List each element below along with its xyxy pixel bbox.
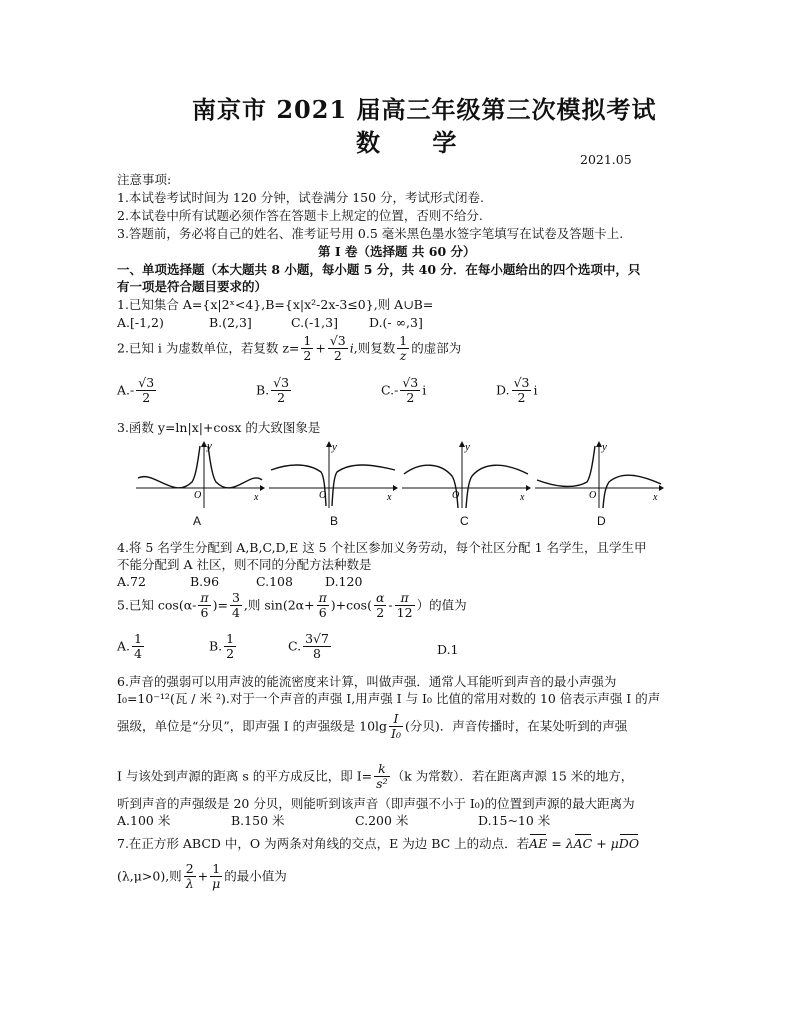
origin-label: O bbox=[319, 490, 327, 501]
q2-option-a bbox=[117, 376, 158, 406]
q7-frac-1 bbox=[184, 862, 196, 892]
q7-frac-1-num: 2 bbox=[185, 861, 194, 876]
q5-part-4: )+cos( bbox=[330, 597, 372, 613]
q3-label-a: A bbox=[193, 514, 202, 528]
q2-option-c-tail: i bbox=[422, 382, 427, 398]
q2-option-c bbox=[381, 376, 426, 406]
q5-option-c bbox=[288, 632, 333, 662]
q2-mid: ,则复数 bbox=[353, 340, 396, 356]
q7-line-2-a: (λ,μ>0),则 bbox=[117, 868, 182, 884]
section1-line1: 一、单项选择题（本大题共 8 小题，每小题 5 分，共 40 分．在每小题给出的四个选项中，只 bbox=[117, 262, 641, 277]
q5-option-a-frac bbox=[132, 632, 144, 662]
q5-frac-2 bbox=[230, 591, 242, 621]
note-item-2: 2.本试卷中所有试题必须作答在答题卡上规定的位置，否则不给分. bbox=[117, 208, 483, 223]
q3-label-b: B bbox=[330, 514, 339, 528]
q6-frac-1 bbox=[389, 712, 403, 742]
q7-vector-do: DO bbox=[618, 836, 640, 851]
q3-graph-c bbox=[400, 440, 532, 510]
q6-line-3-a: 强级，单位是“分贝”，即声强 I 的声强级是 10lg bbox=[117, 718, 388, 734]
curve-right bbox=[332, 465, 395, 506]
q2-option-b-num: √3 bbox=[273, 375, 290, 390]
q5-part-6: ）的值为 bbox=[416, 597, 467, 613]
q5-frac-3-den: 6 bbox=[318, 605, 327, 621]
q2-frac-2-den: 2 bbox=[333, 348, 342, 364]
note-item-1: 1.本试卷考试时间为 120 分钟，试卷满分 150 分，考试形式闭卷. bbox=[117, 190, 485, 205]
q4-option-c: C.108 bbox=[256, 574, 293, 589]
q6-option-b: B.150 米 bbox=[231, 813, 285, 828]
x-label: x bbox=[254, 492, 259, 503]
q5-option-c-num: 3√7 bbox=[305, 631, 329, 646]
q7-frac-2-den: μ bbox=[212, 876, 221, 892]
y-label: y bbox=[465, 441, 470, 453]
q6-line-1: 6.声音的强弱可以用声波的能流密度来计算，叫做声强．通常人耳能听到声音的最小声强为 bbox=[117, 674, 617, 689]
q1-option-a: A.[-1,2) bbox=[117, 315, 164, 330]
q6-line-5: 听到声音的声强级是 20 分贝，则能听到该声音（即声强不小于 I₀)的位置到声源的最大距离为 bbox=[117, 796, 635, 811]
q2-frac-3-den: z bbox=[399, 348, 407, 364]
q1-option-b: B.(2,3] bbox=[209, 315, 252, 330]
q7-plus-mu: + μ bbox=[592, 836, 619, 851]
q2-option-c-den: 2 bbox=[406, 390, 415, 406]
note-item-3: 3.答题前，务必将自己的姓名、准考证号用 0.5 毫米黑色墨水签字笔填写在试卷及答题卡上. bbox=[117, 226, 624, 241]
q7-frac-2 bbox=[210, 862, 222, 892]
q3-label-c: C bbox=[460, 514, 469, 528]
q5-frac-4-den: 2 bbox=[376, 605, 385, 621]
q5-option-d: D.1 bbox=[437, 642, 459, 657]
q2-frac-1-num: 1 bbox=[303, 333, 312, 348]
q1-option-d: D.(- ∞,3] bbox=[369, 315, 423, 330]
q5-frac-3-num: π bbox=[318, 590, 327, 605]
curve-left bbox=[271, 465, 326, 506]
q5-option-b-den: 2 bbox=[226, 646, 235, 662]
q2-option-b-frac bbox=[271, 376, 291, 406]
q7-eq: = λ bbox=[547, 836, 574, 851]
curve-right bbox=[208, 446, 262, 488]
q2-option-d bbox=[496, 376, 537, 406]
q6-option-a: A.100 米 bbox=[117, 813, 171, 828]
q5-option-a-label: A. bbox=[117, 638, 131, 654]
q5-part-3: ,则 sin(2α+ bbox=[243, 597, 315, 613]
q2-option-d-frac bbox=[512, 376, 532, 406]
q3-stem: 3.函数 y=ln|x|+cosx 的大致图象是 bbox=[117, 420, 321, 435]
q5-frac-2-den: 4 bbox=[231, 605, 240, 621]
q2-option-d-den: 2 bbox=[517, 390, 526, 406]
q6-frac-1-num: I bbox=[389, 712, 403, 727]
q2-option-a-den: 2 bbox=[142, 390, 151, 406]
y-label: y bbox=[207, 440, 212, 452]
q6-line-4-a: I 与该处到声源的距离 s 的平方成反比，即 I= bbox=[117, 768, 373, 784]
q5-frac-5-den: 12 bbox=[396, 605, 413, 621]
notes-heading: 注意事项: bbox=[117, 172, 172, 187]
y-label: y bbox=[332, 441, 337, 453]
q7-line-2-b: 的最小值为 bbox=[224, 868, 287, 884]
x-label: x bbox=[520, 492, 525, 503]
section1-line2: 有一项是符合题目要求的） bbox=[117, 279, 268, 294]
origin-label: O bbox=[194, 490, 202, 501]
q6-line-3-b: (分贝)．声音传播时，在某处听到的声强 bbox=[405, 718, 628, 734]
q2-frac-3-num: 1 bbox=[399, 333, 408, 348]
exam-date: 2021.05 bbox=[580, 152, 632, 167]
q5-option-c-frac bbox=[303, 632, 331, 662]
subject-title: 数 学 bbox=[356, 128, 479, 157]
q5-frac-1-den: 6 bbox=[200, 605, 209, 621]
x-label: x bbox=[653, 492, 658, 503]
q2-option-b bbox=[256, 376, 293, 406]
curve-left bbox=[138, 446, 200, 488]
q5-option-c-den: 8 bbox=[313, 646, 321, 662]
q2-imag-unit: i bbox=[349, 340, 354, 356]
q2-stem bbox=[117, 334, 461, 364]
q7-vector-ac: AC bbox=[573, 836, 593, 851]
x-label: x bbox=[387, 492, 392, 503]
q5-option-b bbox=[209, 632, 238, 662]
q5-option-a bbox=[117, 632, 146, 662]
q2-frac-3 bbox=[397, 334, 409, 364]
q6-option-c: C.200 米 bbox=[355, 813, 409, 828]
q7-line-2 bbox=[117, 862, 287, 892]
exam-title: 南京市 2021 届高三年级第三次模拟考试 bbox=[192, 95, 657, 124]
q2-option-a-label: A.- bbox=[117, 382, 135, 398]
q6-frac-2-num: k bbox=[374, 762, 389, 777]
q5-option-b-frac bbox=[224, 632, 236, 662]
q5-frac-1-num: π bbox=[200, 590, 209, 605]
origin-label: O bbox=[589, 490, 597, 501]
q1-stem: 1.已知集合 A={x|2ˣ<4},B={x|x²-2x-3≤0},则 A∪B= bbox=[117, 297, 434, 312]
curve-left bbox=[404, 465, 458, 508]
q2-frac-2 bbox=[328, 334, 348, 364]
q6-frac-1-den: I₀ bbox=[391, 726, 401, 742]
q2-option-b-label: B. bbox=[256, 382, 270, 398]
q4-line-1: 4.将 5 名学生分配到 A,B,C,D,E 这 5 个社区参加义务劳动，每个社区分配 1 名学生，且学生甲 bbox=[117, 540, 647, 555]
q6-line-4-b: （k 为常数）．若在距离声源 15 米的地方， bbox=[391, 768, 634, 784]
q7-frac-2-num: 1 bbox=[210, 862, 222, 877]
q5-frac-4-num: α bbox=[375, 590, 385, 605]
q2-prefix: 2.已知 i 为虚数单位，若复数 z= bbox=[117, 340, 300, 356]
curve-left bbox=[537, 446, 595, 486]
q2-frac-1-den: 2 bbox=[303, 348, 312, 364]
q2-plus: + bbox=[315, 340, 326, 356]
q3-graph-b bbox=[267, 440, 399, 510]
q5-frac-3 bbox=[317, 591, 329, 621]
q2-option-c-label: C.- bbox=[381, 382, 399, 398]
q5-frac-4 bbox=[374, 591, 386, 621]
q4-line-2: 不能分配到 A 社区，则不同的分配方法种数是 bbox=[117, 557, 372, 572]
q5-part-2: )= bbox=[212, 597, 228, 613]
q2-option-a-num: √3 bbox=[138, 375, 155, 390]
q5-part-5: - bbox=[388, 597, 393, 613]
q2-option-d-num: √3 bbox=[513, 375, 530, 390]
q6-line-4 bbox=[117, 762, 633, 792]
q2-option-a-frac bbox=[136, 376, 156, 406]
q2-option-b-den: 2 bbox=[277, 390, 286, 406]
q5-option-b-label: B. bbox=[209, 638, 223, 654]
origin-label: O bbox=[452, 490, 460, 501]
q7-line-1 bbox=[117, 836, 639, 851]
q2-option-d-tail: i bbox=[533, 382, 538, 398]
q2-option-c-num: √3 bbox=[402, 375, 419, 390]
q5-option-b-num: 1 bbox=[226, 631, 235, 646]
q7-line-1-a: 7.在正方形 ABCD 中，O 为两条对角线的交点，E 为边 BC 上的动点．若 bbox=[117, 836, 530, 851]
q5-option-a-num: 1 bbox=[134, 631, 142, 646]
q3-graph-d bbox=[533, 440, 665, 510]
q4-option-d: D.120 bbox=[325, 574, 363, 589]
q2-option-c-frac bbox=[400, 376, 420, 406]
q6-line-2: I₀=10⁻¹²(瓦 / 米 ²).对于一个声音的声强 I,用声强 I 与 I₀ 比值的常用对数的 10 倍表示声强 I 的声 bbox=[117, 691, 661, 706]
q3-label-d: D bbox=[597, 514, 606, 528]
part1-heading: 第 I 卷（选择题 共 60 分） bbox=[318, 244, 476, 259]
q5-frac-1 bbox=[198, 591, 210, 621]
curve-right bbox=[466, 465, 528, 508]
q2-frac-2-num: √3 bbox=[329, 333, 346, 348]
q5-option-a-den: 4 bbox=[134, 646, 142, 662]
q5-frac-5 bbox=[395, 591, 415, 621]
q6-line-3 bbox=[117, 712, 627, 742]
q1-option-c: C.(-1,3] bbox=[291, 315, 338, 330]
q7-frac-1-den: λ bbox=[185, 876, 194, 892]
q6-option-d: D.15~10 米 bbox=[478, 813, 551, 828]
q2-option-d-label: D. bbox=[496, 382, 510, 398]
q5-part-1: 5.已知 cos(α- bbox=[117, 597, 197, 613]
q5-frac-5-num: π bbox=[395, 591, 415, 606]
q6-frac-2-den: s² bbox=[376, 776, 388, 792]
q5-frac-2-num: 3 bbox=[231, 590, 240, 605]
q5-stem bbox=[117, 591, 467, 621]
q3-graph-a bbox=[134, 440, 266, 510]
q6-frac-2 bbox=[374, 762, 389, 792]
q5-option-c-label: C. bbox=[288, 638, 302, 654]
q2-suffix: 的虚部为 bbox=[411, 340, 462, 356]
y-label: y bbox=[602, 441, 607, 453]
q7-vector-ae: AE bbox=[529, 836, 548, 851]
q4-option-a: A.72 bbox=[117, 574, 146, 589]
q4-option-b: B.96 bbox=[190, 574, 220, 589]
q2-frac-1 bbox=[301, 334, 313, 364]
q7-plus: + bbox=[197, 868, 209, 884]
